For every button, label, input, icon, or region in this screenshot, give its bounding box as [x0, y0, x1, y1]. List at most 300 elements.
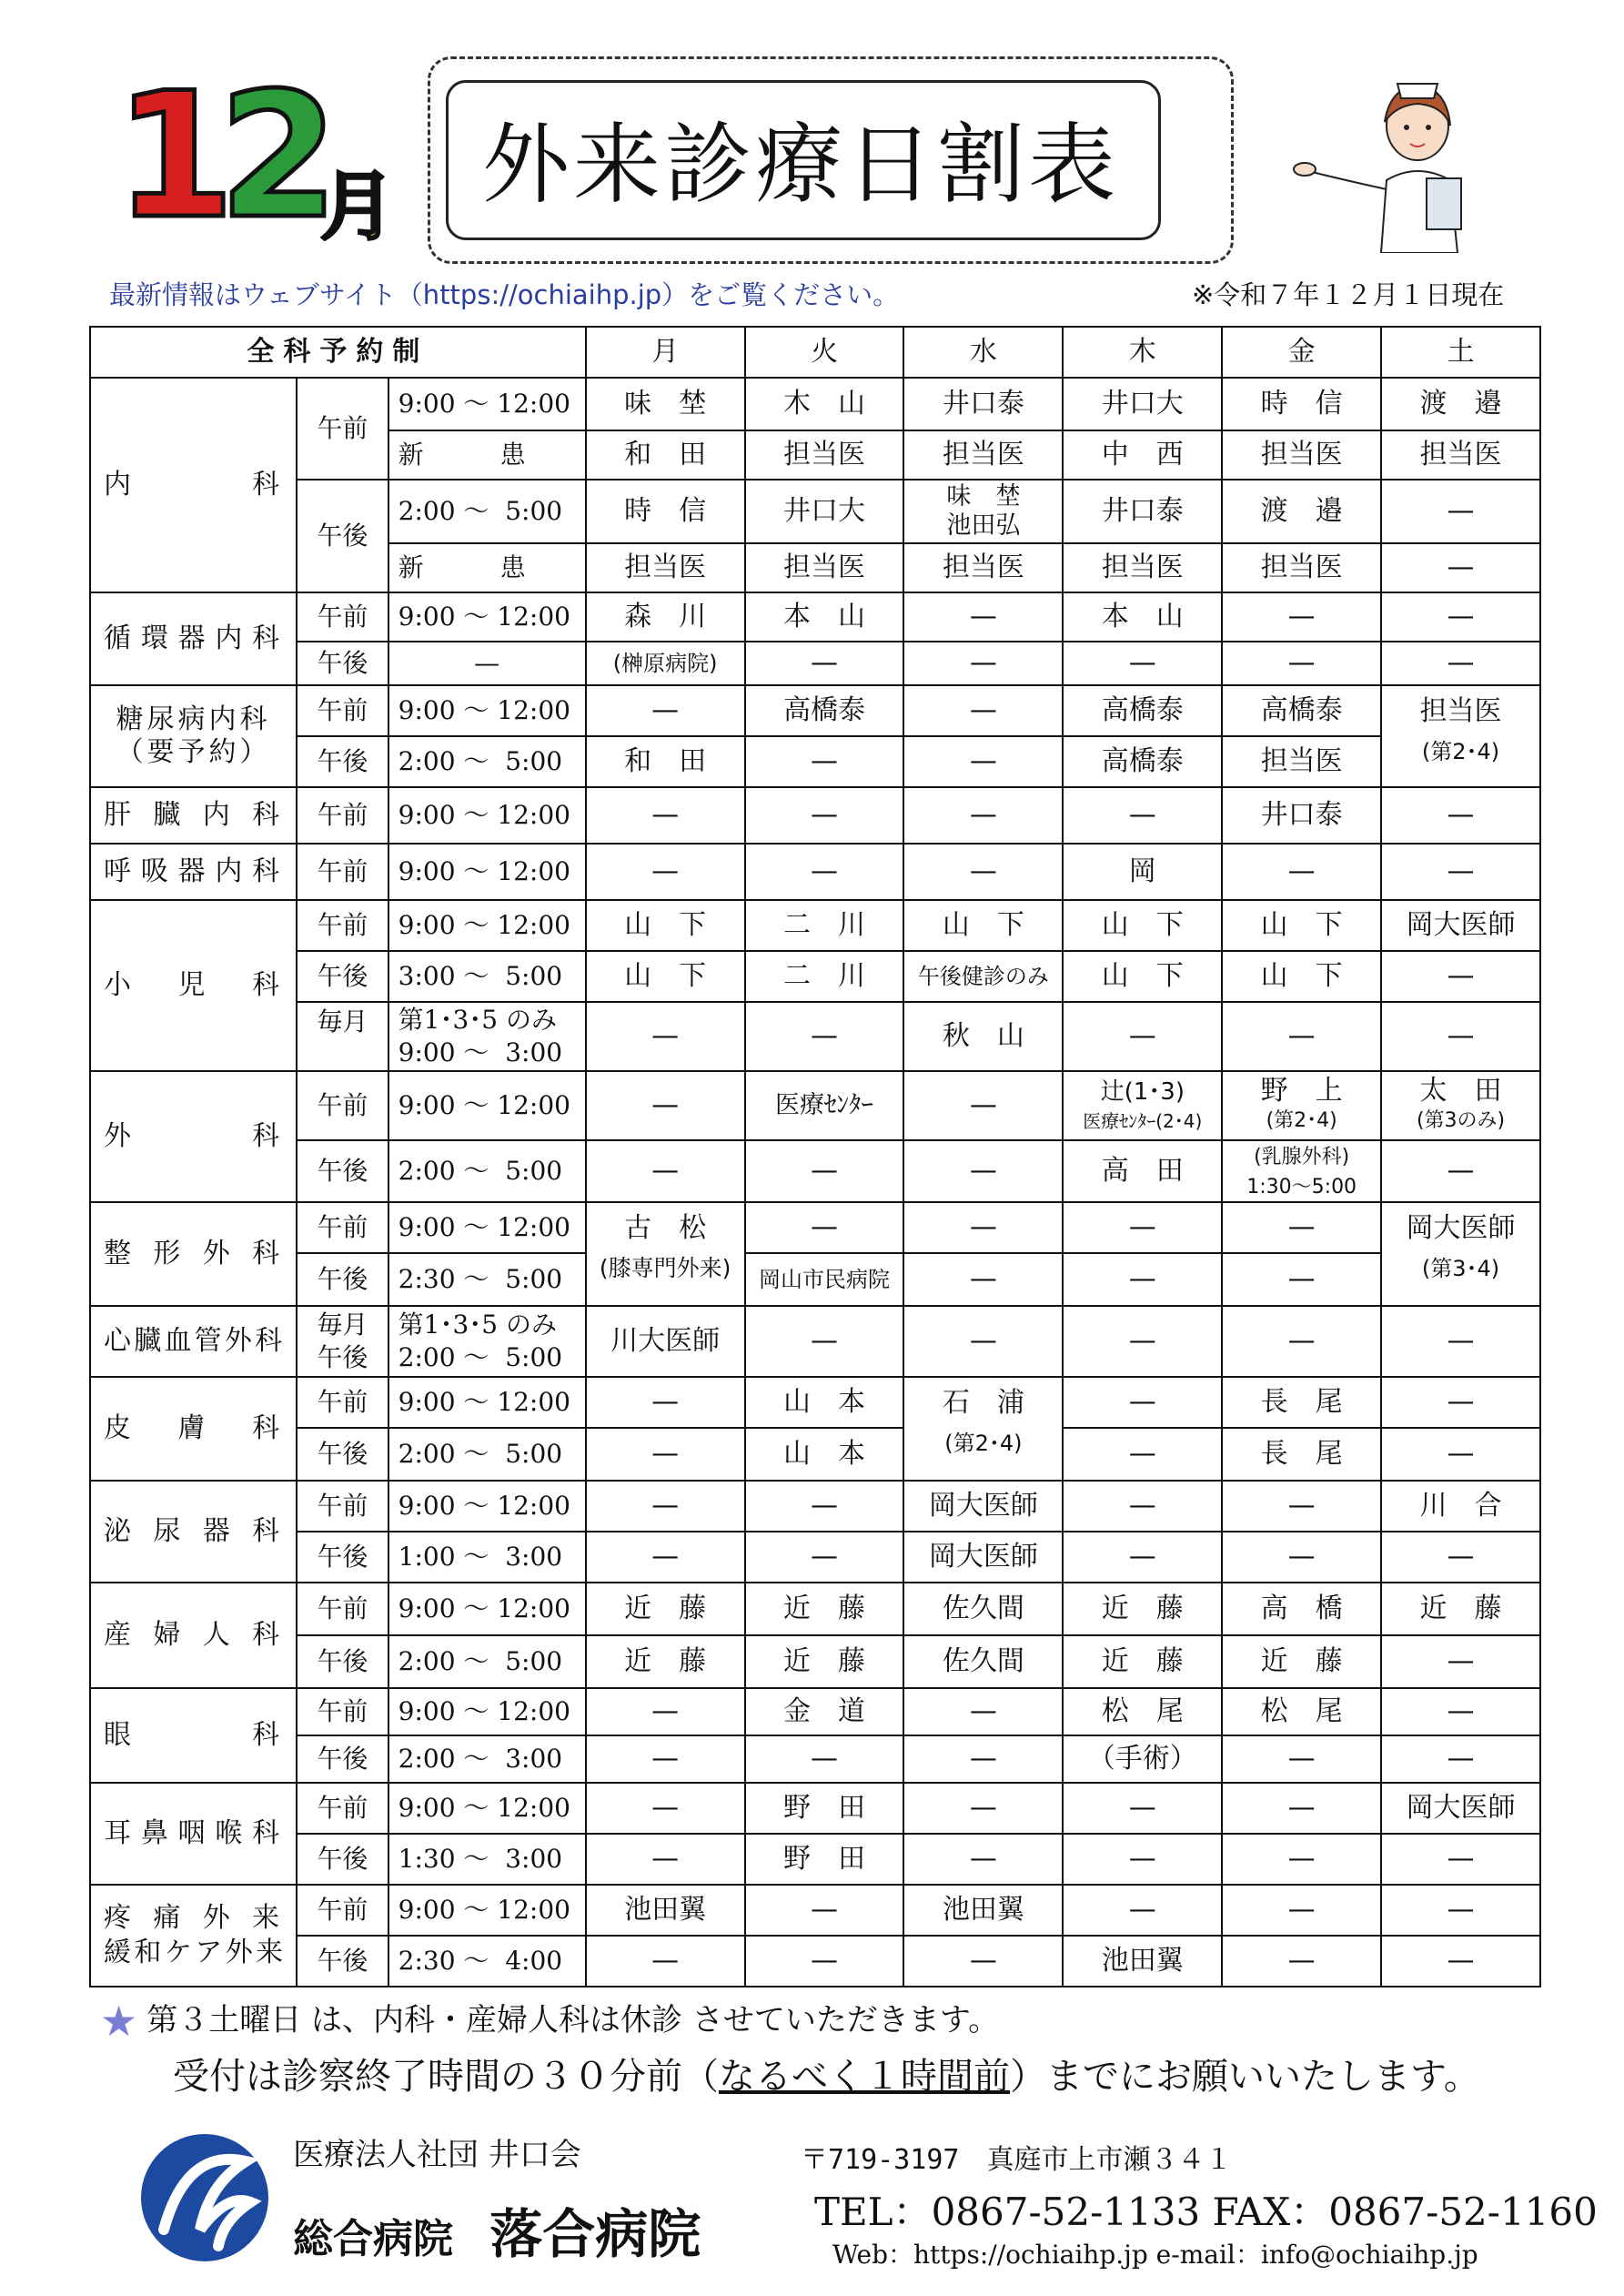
session-label: 午後	[297, 1735, 388, 1783]
doctor-cell: 高 橋	[1222, 1583, 1381, 1635]
doctor-cell: —	[586, 1071, 745, 1140]
doctor-cell: 長 尾	[1222, 1428, 1381, 1481]
doctor-cell: —	[1063, 1532, 1222, 1583]
time-cell: 2:30 ～ 4:00	[388, 1936, 586, 1987]
doctor-cell: —	[745, 642, 904, 685]
doctor-cell: 井口泰	[1063, 480, 1222, 543]
doctor-cell: —	[1222, 1481, 1381, 1532]
doctor-cell: —	[1063, 1377, 1222, 1428]
dept-tonyo-name: 糖尿病内科	[116, 703, 271, 735]
doctor-cell: —	[1222, 592, 1381, 642]
doctor-cell-note: (第2･4)	[1381, 736, 1540, 787]
doctor-cell: 山 下	[586, 900, 745, 951]
doctor-cell-line2: (第2･4)	[1266, 1108, 1337, 1132]
dept-shinzo: 心臓血管外科	[90, 1306, 297, 1377]
table-row	[90, 1688, 1540, 1735]
hospital-type: 総合病院	[293, 2216, 453, 2262]
doctor-cell: 岡大医師	[1381, 900, 1540, 951]
doctor-cell: —	[745, 1481, 904, 1532]
time-cell-line1: 第1･3･5 のみ	[398, 1005, 557, 1035]
doctor-cell: —	[903, 736, 1063, 787]
doctor-cell: —	[903, 1306, 1063, 1377]
table-row	[90, 1936, 1540, 1987]
doctor-cell: —	[1063, 1428, 1222, 1481]
time-cell: 2:00 ～ 5:00	[388, 736, 586, 787]
doctor-cell: —	[745, 736, 904, 787]
doctor-cell: —	[586, 1834, 745, 1885]
doctor-cell: —	[586, 844, 745, 900]
doctor-cell: —	[1222, 1253, 1381, 1306]
doctor-cell: —	[903, 1735, 1063, 1783]
hospital-name	[293, 2191, 701, 2268]
time-cell: 9:00 ～ 12:00	[388, 1481, 586, 1532]
session-label: 午前	[297, 1783, 388, 1834]
doctor-cell: —	[1381, 543, 1540, 592]
new-patient-label: 新 患	[388, 430, 586, 480]
table-row	[90, 480, 1540, 543]
as-of-date: ※令和７年１２月１日現在	[1192, 279, 1505, 310]
hospital-name-text: 落合病院	[489, 2203, 701, 2265]
doctor-cell: —	[1381, 1532, 1540, 1583]
dept-kanzo: 肝臓内科	[90, 787, 297, 844]
doctor-cell: —	[1381, 1377, 1540, 1428]
doctor-cell: 近 藤	[745, 1635, 904, 1688]
table-row	[90, 1783, 1540, 1834]
doctor-cell: 井口大	[1063, 378, 1222, 430]
doctor-cell: 本 山	[745, 592, 904, 642]
doctor-cell: 近 藤	[1222, 1635, 1381, 1688]
doctor-cell: 井口大	[745, 480, 904, 543]
month-badge	[109, 56, 400, 257]
table-row	[90, 642, 1540, 685]
doctor-cell: —	[903, 1936, 1063, 1987]
doctor-cell: 秋 山	[903, 1002, 1063, 1071]
time-cell: 9:00 ～ 12:00	[388, 378, 586, 430]
info-line: 最新情報はウェブサイト（https://ochiaihp.jp）をご覧ください。	[109, 279, 900, 310]
day-wed: 水	[903, 327, 1063, 378]
doctor-cell: —	[903, 1688, 1063, 1735]
doctor-cell: 午後健診のみ	[903, 951, 1063, 1002]
dept-tonyo-note: （要予約）	[116, 736, 271, 768]
corporation-name: 医療法人社団 井口会	[293, 2137, 581, 2173]
table-row	[90, 378, 1540, 430]
reception-note-underlined: なるべく１時間前	[719, 2056, 1010, 2098]
page-title: 外来診療日割表	[482, 113, 1119, 216]
doctor-cell: —	[1222, 1002, 1381, 1071]
doctor-cell: 森 川	[586, 592, 745, 642]
time-cell: 9:00 ～ 12:00	[388, 1071, 586, 1140]
corner-label: 全科予約制	[90, 327, 586, 378]
address: 〒719-3197 真庭市上市瀬３４１	[801, 2144, 1233, 2176]
doctor-cell: 渡 邉	[1222, 480, 1381, 543]
doctor-cell: —	[903, 844, 1063, 900]
doctor-cell: 佐久間	[903, 1635, 1063, 1688]
doctor-cell: 高橋泰	[1063, 736, 1222, 787]
star-icon: ★	[100, 1997, 138, 2046]
table-row	[90, 1834, 1540, 1885]
doctor-cell: 担当医	[1222, 430, 1381, 480]
doctor-cell: 担当医	[903, 430, 1063, 480]
doctor-cell-note: (膝専門外来)	[586, 1253, 745, 1306]
doctor-cell-note: (第2･4)	[903, 1428, 1063, 1481]
doctor-cell: —	[1381, 1306, 1540, 1377]
dept-totsu-line1: 疼痛外来	[104, 1902, 284, 1934]
doctor-cell: 担当医	[1222, 543, 1381, 592]
doctor-cell: 木 山	[745, 378, 904, 430]
time-cell: 3:00 ～ 5:00	[388, 951, 586, 1002]
doctor-cell: 山 下	[903, 900, 1063, 951]
doctor-cell: —	[1381, 787, 1540, 844]
dept-totsu	[90, 1885, 297, 1987]
time-cell: —	[388, 642, 586, 685]
doctor-cell: 川大医師	[586, 1306, 745, 1377]
doctor-cell: —	[1381, 1140, 1540, 1202]
doctor-cell: 二 川	[745, 951, 904, 1002]
time-cell	[388, 1002, 586, 1071]
doctor-cell: 和 田	[586, 430, 745, 480]
time-cell: 9:00 ～ 12:00	[388, 1202, 586, 1253]
doctor-cell: —	[1381, 592, 1540, 642]
doctor-cell: —	[1063, 1885, 1222, 1936]
doctor-cell: 近 藤	[1063, 1635, 1222, 1688]
table-row	[90, 1377, 1540, 1428]
doctor-cell-line1: 野 上	[1260, 1074, 1343, 1107]
doctor-cell: 渡 邉	[1381, 378, 1540, 430]
doctor-cell: —	[1381, 1834, 1540, 1885]
doctor-cell-line1: 太 田	[1419, 1074, 1502, 1107]
closure-note	[100, 1995, 999, 2046]
time-cell-line2: 9:00 ～ 3:00	[398, 1037, 563, 1067]
month-number: 12	[115, 56, 323, 257]
header-row	[90, 327, 1540, 378]
doctor-cell: 池田翼	[903, 1885, 1063, 1936]
doctor-cell: 山 本	[745, 1377, 904, 1428]
doctor-cell: —	[1381, 951, 1540, 1002]
session-label: 午前	[297, 900, 388, 951]
doctor-cell: —	[586, 685, 745, 736]
time-cell: 9:00 ～ 12:00	[388, 1688, 586, 1735]
doctor-cell-line1: (乳腺外科)	[1254, 1146, 1350, 1168]
doctor-cell: —	[745, 1140, 904, 1202]
doctor-cell: 近 藤	[1063, 1583, 1222, 1635]
table-row	[90, 844, 1540, 900]
dept-sanfujin: 産婦人科	[90, 1583, 297, 1688]
doctor-cell	[1222, 1071, 1381, 1140]
doctor-cell: —	[1063, 1834, 1222, 1885]
doctor-cell: 岡大医師	[1381, 1202, 1540, 1253]
time-cell: 1:30 ～ 3:00	[388, 1834, 586, 1885]
doctor-cell: 長 尾	[1222, 1377, 1381, 1428]
dept-totsu-line2: 緩和ケア外来	[104, 1937, 284, 1968]
dept-hifu: 皮膚科	[90, 1377, 297, 1481]
session-label: 午前	[297, 1481, 388, 1532]
doctor-cell: 古 松	[586, 1202, 745, 1253]
reception-note	[173, 2048, 1480, 2099]
doctor-cell: —	[1222, 1202, 1381, 1253]
time-cell: 2:00 ～ 5:00	[388, 1140, 586, 1202]
doctor-cell: —	[903, 1202, 1063, 1253]
time-cell: 9:00 ～ 12:00	[388, 685, 586, 736]
doctor-cell: 金 道	[745, 1688, 904, 1735]
closure-note-text: 第３土曜日 は、内科・産婦人科は休診 させていただきます。	[146, 2002, 1000, 2038]
doctor-cell: —	[586, 1783, 745, 1834]
doctor-cell: —	[586, 1481, 745, 1532]
table-row	[90, 1532, 1540, 1583]
doctor-cell: 山 下	[1063, 900, 1222, 951]
session-label: 午前	[297, 685, 388, 736]
doctor-cell: 山 下	[1063, 951, 1222, 1002]
dept-hinyoki: 泌尿器科	[90, 1481, 297, 1583]
doctor-cell: —	[1381, 1885, 1540, 1936]
table-row	[90, 1635, 1540, 1688]
session-label: 午後	[297, 736, 388, 787]
doctor-cell: —	[903, 787, 1063, 844]
day-fri: 金	[1222, 327, 1381, 378]
session-label: 午後	[297, 1140, 388, 1202]
table-row	[90, 1481, 1540, 1532]
time-cell: 2:00 ～ 5:00	[388, 1635, 586, 1688]
doctor-cell: 高橋泰	[745, 685, 904, 736]
time-cell: 2:00 ～ 5:00	[388, 480, 586, 543]
doctor-cell: —	[903, 1783, 1063, 1834]
table-row	[90, 592, 1540, 642]
table-row	[90, 1735, 1540, 1783]
doctor-cell: 岡大医師	[1381, 1783, 1540, 1834]
doctor-cell-line2: 1:30～5:00	[1246, 1176, 1357, 1199]
reception-note-b: ）までにお願いいたします。	[1010, 2056, 1480, 2098]
doctor-cell: 高橋泰	[1222, 685, 1381, 736]
hospital-logo-icon	[136, 2129, 273, 2266]
session-label: 午前	[297, 378, 388, 480]
doctor-cell: 高 田	[1063, 1140, 1222, 1202]
doctor-cell: 岡	[1063, 844, 1222, 900]
doctor-cell: 松 尾	[1063, 1688, 1222, 1735]
session-label: 午後	[297, 1834, 388, 1885]
table-row	[90, 1002, 1540, 1071]
doctor-cell: 池田翼	[586, 1885, 745, 1936]
doctor-cell-line1: 辻(1･3)	[1100, 1077, 1185, 1106]
doctor-cell: 野 田	[745, 1834, 904, 1885]
doctor-cell-line2: 医療ｾﾝﾀｰ(2･4)	[1083, 1109, 1203, 1132]
session-label: 午前	[297, 1583, 388, 1635]
session-label-line2: 午後	[317, 1342, 368, 1372]
doctor-cell: —	[586, 1532, 745, 1583]
time-cell-line2: 2:00 ～ 5:00	[398, 1342, 563, 1372]
doctor-cell: 中 西	[1063, 430, 1222, 480]
session-label: 午前	[297, 1885, 388, 1936]
session-label: 午後	[297, 1428, 388, 1481]
doctor-cell: —	[903, 1253, 1063, 1306]
doctor-cell: —	[1222, 844, 1381, 900]
session-label: 午前	[297, 1202, 388, 1253]
nurse-illustration-icon	[1290, 71, 1499, 253]
new-patient-label: 新 患	[388, 543, 586, 592]
doctor-cell: —	[1063, 642, 1222, 685]
doctor-cell: 岡大医師	[903, 1532, 1063, 1583]
time-cell-line1: 第1･3･5 のみ	[398, 1310, 557, 1340]
doctor-cell: —	[586, 1377, 745, 1428]
doctor-cell: 近 藤	[745, 1583, 904, 1635]
doctor-cell	[1381, 1071, 1540, 1140]
table-row	[90, 1253, 1540, 1306]
table-row	[90, 1140, 1540, 1202]
doctor-cell: —	[903, 1071, 1063, 1140]
session-label: 午後	[297, 951, 388, 1002]
doctor-cell: —	[1222, 1532, 1381, 1583]
doctor-cell: 近 藤	[586, 1635, 745, 1688]
dept-junkanki: 循環器内科	[90, 592, 297, 685]
doctor-cell: 岡大医師	[903, 1481, 1063, 1532]
table-row	[90, 900, 1540, 951]
doctor-cell: 担当医	[903, 543, 1063, 592]
doctor-cell: （手術）	[1063, 1735, 1222, 1783]
time-cell: 2:00 ～ 3:00	[388, 1735, 586, 1783]
doctor-cell: —	[1222, 1936, 1381, 1987]
doctor-cell: —	[586, 1140, 745, 1202]
doctor-cell: 担当医	[745, 430, 904, 480]
doctor-cell: 近 藤	[586, 1583, 745, 1635]
doctor-cell: —	[745, 1532, 904, 1583]
time-cell: 2:00 ～ 5:00	[388, 1428, 586, 1481]
session-label: 午前	[297, 592, 388, 642]
doctor-cell: 野 田	[745, 1783, 904, 1834]
doctor-cell: —	[1381, 1936, 1540, 1987]
doctor-cell: 川 合	[1381, 1481, 1540, 1532]
doctor-cell: —	[1222, 1306, 1381, 1377]
doctor-cell: —	[745, 1002, 904, 1071]
day-tue: 火	[745, 327, 904, 378]
doctor-cell: —	[745, 787, 904, 844]
doctor-cell: —	[1381, 844, 1540, 900]
web-email: Web：https://ochiaihp.jp e-mail：info@ochiaihp.jp	[832, 2240, 1478, 2270]
doctor-cell: —	[1063, 1002, 1222, 1071]
table-row	[90, 1885, 1540, 1936]
phone-fax: TEL：0867-52-1133 FAX：0867-52-1160	[814, 2190, 1598, 2234]
doctor-cell: 和 田	[586, 736, 745, 787]
time-cell: 9:00 ～ 12:00	[388, 1783, 586, 1834]
doctor-cell: —	[903, 1834, 1063, 1885]
doctor-cell: —	[586, 1688, 745, 1735]
doctor-cell: —	[1063, 1783, 1222, 1834]
session-label: 午前	[297, 1688, 388, 1735]
doctor-cell: —	[1063, 787, 1222, 844]
doctor-cell: —	[1063, 1481, 1222, 1532]
dept-jibi: 耳鼻咽喉科	[90, 1783, 297, 1885]
doctor-cell: —	[1381, 480, 1540, 543]
table-row	[90, 951, 1540, 1002]
doctor-cell: 山 下	[586, 951, 745, 1002]
doctor-cell: —	[1222, 1735, 1381, 1783]
dept-tonyo	[90, 685, 297, 787]
dept-kokyuki: 呼吸器内科	[90, 844, 297, 900]
doctor-cell: —	[903, 592, 1063, 642]
time-cell: 2:30 ～ 5:00	[388, 1253, 586, 1306]
doctor-cell: —	[1381, 1735, 1540, 1783]
doctor-cell: —	[1063, 1253, 1222, 1306]
session-label: 毎月	[297, 1002, 388, 1071]
dept-naika: 内科	[90, 378, 297, 592]
doctor-cell: 味 埜 池田弘	[903, 480, 1063, 543]
time-cell: 9:00 ～ 12:00	[388, 1583, 586, 1635]
doctor-cell: —	[586, 1735, 745, 1783]
doctor-cell: —	[745, 1202, 904, 1253]
session-label: 午後	[297, 1635, 388, 1688]
session-label: 午前	[297, 844, 388, 900]
doctor-cell: —	[1381, 1002, 1540, 1071]
doctor-cell: —	[745, 1936, 904, 1987]
doctor-cell: —	[745, 1306, 904, 1377]
doctor-cell	[1222, 1140, 1381, 1202]
doctor-cell: 松 尾	[1222, 1688, 1381, 1735]
doctor-cell: 味 埜	[586, 378, 745, 430]
reception-note-a: 受付は診察終了時間の３０分前（	[173, 2056, 719, 2098]
doctor-cell: 本 山	[1063, 592, 1222, 642]
doctor-cell: —	[1222, 1885, 1381, 1936]
doctor-cell: —	[1222, 1834, 1381, 1885]
dept-shoni: 小児科	[90, 900, 297, 1071]
table-row	[90, 685, 1540, 736]
table-row	[90, 1306, 1540, 1377]
doctor-cell: —	[745, 1885, 904, 1936]
session-label: 午後	[297, 642, 388, 685]
table-row	[90, 736, 1540, 787]
doctor-cell: 岡山市民病院	[745, 1253, 904, 1306]
doctor-cell: 時 信	[1222, 378, 1381, 430]
time-cell: 9:00 ～ 12:00	[388, 787, 586, 844]
time-cell: 9:00 ～ 12:00	[388, 1377, 586, 1428]
doctor-cell: 石 浦	[903, 1377, 1063, 1428]
time-cell: 1:00 ～ 3:00	[388, 1532, 586, 1583]
doctor-cell: 担当医	[745, 543, 904, 592]
doctor-cell: —	[586, 1428, 745, 1481]
doctor-cell: 担当医	[1063, 543, 1222, 592]
session-label: 午後	[297, 1936, 388, 1987]
session-label: 午後	[297, 480, 388, 592]
doctor-cell: 時 信	[586, 480, 745, 543]
doctor-cell: —	[745, 844, 904, 900]
doctor-cell: —	[745, 1735, 904, 1783]
doctor-cell-note: (第3･4)	[1381, 1253, 1540, 1306]
dept-seikei: 整形外科	[90, 1202, 297, 1306]
doctor-cell	[1063, 1071, 1222, 1140]
doctor-cell: —	[903, 642, 1063, 685]
table-row	[90, 787, 1540, 844]
time-cell: 9:00 ～ 12:00	[388, 844, 586, 900]
doctor-cell: —	[586, 1936, 745, 1987]
session-label: 午後	[297, 1253, 388, 1306]
doctor-cell: 井口泰	[1222, 787, 1381, 844]
doctor-cell: 高橋泰	[1063, 685, 1222, 736]
time-cell: 9:00 ～ 12:00	[388, 900, 586, 951]
session-label: 午後	[297, 1532, 388, 1583]
doctor-cell: 担当医	[1381, 430, 1540, 480]
doctor-cell: 佐久間	[903, 1583, 1063, 1635]
doctor-cell: 二 川	[745, 900, 904, 951]
doctor-cell: 近 藤	[1381, 1583, 1540, 1635]
table-row	[90, 1428, 1540, 1481]
table-row	[90, 1583, 1540, 1635]
doctor-cell: —	[1381, 1635, 1540, 1688]
doctor-cell: —	[586, 1002, 745, 1071]
doctor-cell: 山 下	[1222, 951, 1381, 1002]
doctor-cell: 担当医	[586, 543, 745, 592]
dept-geka: 外科	[90, 1071, 297, 1202]
schedule-table	[89, 326, 1541, 1988]
table-row	[90, 1071, 1540, 1140]
session-label: 午前	[297, 787, 388, 844]
doctor-cell: —	[586, 787, 745, 844]
session-label-line1: 毎月	[317, 1310, 368, 1340]
